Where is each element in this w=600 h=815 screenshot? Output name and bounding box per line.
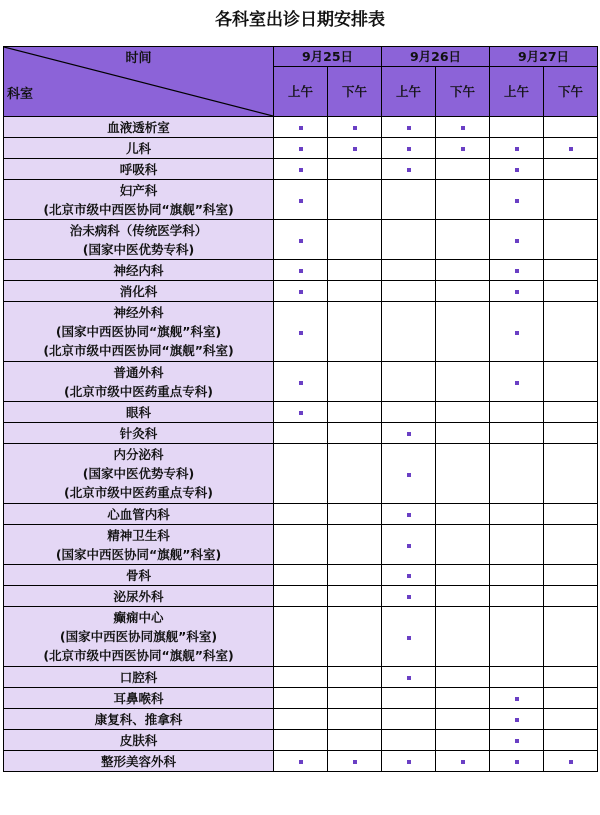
schedule-marker bbox=[515, 168, 519, 172]
department-name bbox=[4, 751, 274, 772]
department-name-line: 治未病科（传统医学科） bbox=[69, 222, 208, 238]
department-name-line: 整形美容外科 bbox=[100, 753, 176, 769]
schedule-marker bbox=[299, 269, 303, 273]
schedule-marker bbox=[299, 147, 303, 151]
schedule-cell bbox=[382, 281, 436, 302]
department-name bbox=[4, 586, 274, 607]
schedule-marker bbox=[515, 697, 519, 701]
schedule-cell bbox=[274, 281, 328, 302]
date-header: 9月26日 bbox=[382, 47, 490, 67]
schedule-marker bbox=[515, 239, 519, 243]
schedule-cell bbox=[490, 709, 544, 730]
schedule-cell bbox=[328, 586, 382, 607]
schedule-cell bbox=[544, 180, 598, 220]
schedule-cell bbox=[382, 607, 436, 667]
schedule-cell bbox=[382, 730, 436, 751]
schedule-marker bbox=[407, 147, 411, 151]
schedule-cell bbox=[490, 504, 544, 525]
schedule-cell bbox=[490, 362, 544, 402]
am-header: 上午 bbox=[274, 67, 328, 117]
schedule-cell bbox=[490, 607, 544, 667]
schedule-cell bbox=[328, 730, 382, 751]
department-name-line: (国家中西医协同“旗舰”科室) bbox=[55, 546, 222, 562]
schedule-cell bbox=[382, 688, 436, 709]
schedule-cell bbox=[382, 302, 436, 362]
department-name-line: 泌尿外科 bbox=[113, 588, 164, 604]
department-name-line: 神经外科 bbox=[113, 305, 164, 320]
schedule-cell bbox=[382, 709, 436, 730]
schedule-cell bbox=[274, 402, 328, 423]
table-row bbox=[4, 709, 598, 730]
department-name bbox=[4, 220, 274, 260]
schedule-marker bbox=[407, 168, 411, 172]
schedule-marker bbox=[461, 760, 465, 764]
table-row bbox=[4, 180, 598, 220]
department-name bbox=[4, 138, 274, 159]
department-name-line: 癫痫中心 bbox=[113, 610, 164, 625]
schedule-cell bbox=[490, 281, 544, 302]
department-name bbox=[4, 423, 274, 444]
department-name bbox=[4, 180, 274, 220]
schedule-cell bbox=[544, 607, 598, 667]
schedule-cell bbox=[382, 565, 436, 586]
department-name bbox=[4, 302, 274, 362]
schedule-cell bbox=[490, 180, 544, 220]
date-header: 9月27日 bbox=[490, 47, 598, 67]
schedule-cell bbox=[544, 402, 598, 423]
schedule-marker bbox=[407, 126, 411, 130]
department-name-line: 心血管内科 bbox=[107, 506, 170, 522]
schedule-marker bbox=[407, 544, 411, 548]
department-name bbox=[4, 444, 274, 504]
schedule-marker bbox=[407, 636, 411, 640]
schedule-cell bbox=[436, 180, 490, 220]
department-name-line: (北京市级中医药重点专科) bbox=[64, 383, 213, 399]
table-row bbox=[4, 362, 598, 402]
schedule-marker bbox=[515, 381, 519, 385]
schedule-marker bbox=[407, 574, 411, 578]
schedule-cell bbox=[274, 423, 328, 444]
department-name-line: 眼科 bbox=[125, 404, 151, 420]
schedule-cell bbox=[328, 159, 382, 180]
schedule-cell bbox=[274, 709, 328, 730]
schedule-cell bbox=[490, 730, 544, 751]
department-name-line: (国家中医优势专科) bbox=[82, 241, 195, 257]
schedule-cell bbox=[274, 565, 328, 586]
schedule-cell bbox=[490, 525, 544, 565]
department-name-line: (国家中医优势专科) bbox=[82, 466, 195, 481]
schedule-marker bbox=[515, 739, 519, 743]
schedule-marker bbox=[407, 432, 411, 436]
department-name bbox=[4, 525, 274, 565]
schedule-cell bbox=[436, 423, 490, 444]
schedule-cell bbox=[274, 667, 328, 688]
schedule-cell bbox=[274, 504, 328, 525]
schedule-cell bbox=[274, 302, 328, 362]
schedule-cell bbox=[544, 586, 598, 607]
pm-header: 下午 bbox=[544, 67, 598, 117]
department-name bbox=[4, 260, 274, 281]
schedule-cell bbox=[328, 281, 382, 302]
schedule-cell bbox=[436, 751, 490, 772]
department-name-line: 内分泌科 bbox=[113, 447, 164, 462]
schedule-cell bbox=[274, 362, 328, 402]
table-row bbox=[4, 281, 598, 302]
schedule-cell bbox=[490, 667, 544, 688]
table-row bbox=[4, 138, 598, 159]
time-label: 时间 bbox=[125, 51, 152, 66]
department-name-line: 耳鼻喉科 bbox=[113, 690, 164, 706]
table-row bbox=[4, 423, 598, 444]
schedule-body bbox=[4, 117, 598, 772]
department-name-line: 妇产科 bbox=[119, 182, 158, 198]
department-name-line: 针灸科 bbox=[119, 425, 158, 441]
department-name-line: (国家中西医协同“旗舰”科室) bbox=[55, 324, 222, 339]
schedule-cell bbox=[544, 138, 598, 159]
schedule-marker bbox=[515, 147, 519, 151]
table-row bbox=[4, 565, 598, 586]
schedule-cell bbox=[382, 751, 436, 772]
schedule-marker bbox=[569, 760, 573, 764]
schedule-cell bbox=[328, 565, 382, 586]
schedule-cell bbox=[382, 667, 436, 688]
schedule-marker bbox=[299, 239, 303, 243]
department-name-line: 骨科 bbox=[125, 567, 151, 583]
pm-header: 下午 bbox=[436, 67, 490, 117]
schedule-marker bbox=[353, 760, 357, 764]
schedule-cell bbox=[274, 730, 328, 751]
schedule-cell bbox=[328, 402, 382, 423]
schedule-cell bbox=[544, 730, 598, 751]
schedule-marker bbox=[515, 199, 519, 203]
schedule-cell bbox=[382, 117, 436, 138]
schedule-marker bbox=[299, 760, 303, 764]
department-name-line: (国家中西医协同旗舰”科室) bbox=[59, 629, 218, 644]
schedule-cell bbox=[544, 667, 598, 688]
table-row bbox=[4, 667, 598, 688]
schedule-cell bbox=[544, 444, 598, 504]
department-name-line: 精神卫生科 bbox=[107, 527, 170, 543]
schedule-cell bbox=[490, 260, 544, 281]
schedule-cell bbox=[544, 220, 598, 260]
schedule-cell bbox=[328, 504, 382, 525]
schedule-cell bbox=[490, 159, 544, 180]
schedule-marker bbox=[299, 331, 303, 335]
schedule-cell bbox=[490, 751, 544, 772]
schedule-cell bbox=[328, 751, 382, 772]
schedule-cell bbox=[544, 281, 598, 302]
department-name-line: 呼吸科 bbox=[119, 161, 158, 177]
schedule-cell bbox=[436, 444, 490, 504]
schedule-cell bbox=[328, 607, 382, 667]
schedule-cell bbox=[382, 138, 436, 159]
department-name-line: 口腔科 bbox=[119, 669, 158, 685]
schedule-table bbox=[3, 46, 598, 772]
department-name bbox=[4, 688, 274, 709]
schedule-cell bbox=[382, 159, 436, 180]
schedule-cell bbox=[382, 260, 436, 281]
schedule-cell bbox=[274, 138, 328, 159]
schedule-cell bbox=[274, 444, 328, 504]
schedule-cell bbox=[436, 565, 490, 586]
schedule-cell bbox=[490, 444, 544, 504]
table-row bbox=[4, 402, 598, 423]
schedule-marker bbox=[299, 199, 303, 203]
date-header: 9月25日 bbox=[274, 47, 382, 67]
schedule-cell bbox=[274, 260, 328, 281]
schedule-marker bbox=[407, 760, 411, 764]
schedule-marker bbox=[515, 718, 519, 722]
schedule-cell bbox=[328, 117, 382, 138]
department-name-line: 儿科 bbox=[125, 140, 151, 156]
department-name bbox=[4, 730, 274, 751]
schedule-cell bbox=[436, 504, 490, 525]
department-name bbox=[4, 565, 274, 586]
schedule-cell bbox=[328, 667, 382, 688]
am-header: 上午 bbox=[382, 67, 436, 117]
schedule-cell bbox=[382, 525, 436, 565]
schedule-cell bbox=[436, 688, 490, 709]
department-name-line: (北京市级中医药重点专科) bbox=[64, 485, 213, 500]
schedule-cell bbox=[490, 138, 544, 159]
table-row bbox=[4, 159, 598, 180]
schedule-cell bbox=[382, 423, 436, 444]
schedule-cell bbox=[328, 362, 382, 402]
schedule-cell bbox=[274, 607, 328, 667]
schedule-cell bbox=[490, 688, 544, 709]
schedule-cell bbox=[328, 260, 382, 281]
pm-header: 下午 bbox=[328, 67, 382, 117]
department-name bbox=[4, 362, 274, 402]
schedule-cell bbox=[544, 159, 598, 180]
schedule-cell bbox=[436, 302, 490, 362]
table-row bbox=[4, 607, 598, 667]
department-name bbox=[4, 709, 274, 730]
schedule-cell bbox=[490, 586, 544, 607]
schedule-cell bbox=[382, 444, 436, 504]
schedule-marker bbox=[407, 595, 411, 599]
schedule-cell bbox=[382, 362, 436, 402]
am-header: 上午 bbox=[490, 67, 544, 117]
department-name-line: 神经内科 bbox=[113, 262, 164, 278]
schedule-cell bbox=[328, 709, 382, 730]
department-name bbox=[4, 117, 274, 138]
department-name-line: 皮肤科 bbox=[119, 732, 158, 748]
table-row bbox=[4, 730, 598, 751]
schedule-cell bbox=[544, 565, 598, 586]
schedule-cell bbox=[544, 423, 598, 444]
schedule-cell bbox=[382, 504, 436, 525]
schedule-cell bbox=[436, 220, 490, 260]
department-name-line: (北京市级中西医协同“旗舰”科室) bbox=[43, 201, 234, 217]
schedule-cell bbox=[436, 159, 490, 180]
schedule-marker bbox=[407, 676, 411, 680]
table-row bbox=[4, 444, 598, 504]
schedule-marker bbox=[407, 513, 411, 517]
schedule-marker bbox=[353, 126, 357, 130]
schedule-cell bbox=[328, 444, 382, 504]
department-name bbox=[4, 281, 274, 302]
page-title: 各科室出诊日期安排表 bbox=[215, 10, 385, 30]
schedule-marker bbox=[515, 290, 519, 294]
schedule-marker bbox=[569, 147, 573, 151]
department-label: 科室 bbox=[7, 87, 34, 102]
table-row bbox=[4, 751, 598, 772]
schedule-cell bbox=[436, 667, 490, 688]
schedule-cell bbox=[274, 525, 328, 565]
department-name bbox=[4, 159, 274, 180]
schedule-cell bbox=[436, 402, 490, 423]
schedule-marker bbox=[515, 331, 519, 335]
schedule-cell bbox=[544, 709, 598, 730]
schedule-cell bbox=[436, 281, 490, 302]
schedule-cell bbox=[274, 117, 328, 138]
schedule-cell bbox=[328, 302, 382, 362]
table-row bbox=[4, 220, 598, 260]
department-name-line: 消化科 bbox=[119, 283, 158, 299]
table-row bbox=[4, 525, 598, 565]
schedule-cell bbox=[544, 504, 598, 525]
schedule-cell bbox=[328, 138, 382, 159]
schedule-cell bbox=[436, 260, 490, 281]
schedule-cell bbox=[274, 586, 328, 607]
schedule-cell bbox=[544, 362, 598, 402]
schedule-cell bbox=[382, 180, 436, 220]
department-name-line: 康复科、推拿科 bbox=[94, 711, 183, 727]
department-name-line: 普通外科 bbox=[113, 364, 164, 380]
schedule-cell bbox=[544, 117, 598, 138]
schedule-cell bbox=[436, 117, 490, 138]
schedule-cell bbox=[490, 220, 544, 260]
schedule-cell bbox=[436, 138, 490, 159]
department-name-line: (北京市级中西医协同“旗舰”科室) bbox=[43, 648, 234, 663]
schedule-cell bbox=[382, 220, 436, 260]
schedule-marker bbox=[299, 411, 303, 415]
schedule-marker bbox=[299, 290, 303, 294]
schedule-cell bbox=[328, 688, 382, 709]
schedule-cell bbox=[436, 730, 490, 751]
table-row bbox=[4, 117, 598, 138]
schedule-cell bbox=[544, 260, 598, 281]
department-name bbox=[4, 402, 274, 423]
schedule-cell bbox=[382, 586, 436, 607]
schedule-cell bbox=[490, 302, 544, 362]
department-name bbox=[4, 667, 274, 688]
schedule-cell bbox=[544, 525, 598, 565]
schedule-cell bbox=[328, 180, 382, 220]
department-name bbox=[4, 504, 274, 525]
schedule-cell bbox=[274, 180, 328, 220]
schedule-cell bbox=[544, 751, 598, 772]
schedule-cell bbox=[328, 525, 382, 565]
schedule-marker bbox=[515, 760, 519, 764]
schedule-cell bbox=[436, 362, 490, 402]
department-name-line: 血液透析室 bbox=[107, 119, 170, 135]
schedule-marker bbox=[461, 147, 465, 151]
schedule-cell bbox=[328, 220, 382, 260]
schedule-cell bbox=[382, 402, 436, 423]
corner-header bbox=[4, 47, 274, 117]
schedule-cell bbox=[274, 751, 328, 772]
schedule-cell bbox=[490, 117, 544, 138]
schedule-marker bbox=[299, 126, 303, 130]
department-name-line: (北京市级中西医协同“旗舰”科室) bbox=[43, 343, 234, 358]
schedule-marker bbox=[515, 269, 519, 273]
schedule-cell bbox=[274, 688, 328, 709]
schedule-cell bbox=[490, 423, 544, 444]
department-name bbox=[4, 607, 274, 667]
schedule-marker bbox=[407, 473, 411, 477]
schedule-cell bbox=[436, 709, 490, 730]
table-row bbox=[4, 688, 598, 709]
schedule-cell bbox=[274, 159, 328, 180]
table-row bbox=[4, 302, 598, 362]
schedule-cell bbox=[490, 565, 544, 586]
schedule-marker bbox=[299, 168, 303, 172]
schedule-cell bbox=[274, 220, 328, 260]
schedule-cell bbox=[544, 688, 598, 709]
table-row bbox=[4, 504, 598, 525]
schedule-marker bbox=[353, 147, 357, 151]
table-row bbox=[4, 260, 598, 281]
schedule-cell bbox=[490, 402, 544, 423]
schedule-cell bbox=[436, 586, 490, 607]
schedule-cell bbox=[436, 525, 490, 565]
schedule-marker bbox=[461, 126, 465, 130]
schedule-marker bbox=[299, 381, 303, 385]
schedule-cell bbox=[544, 302, 598, 362]
table-row bbox=[4, 586, 598, 607]
schedule-cell bbox=[436, 607, 490, 667]
schedule-cell bbox=[328, 423, 382, 444]
